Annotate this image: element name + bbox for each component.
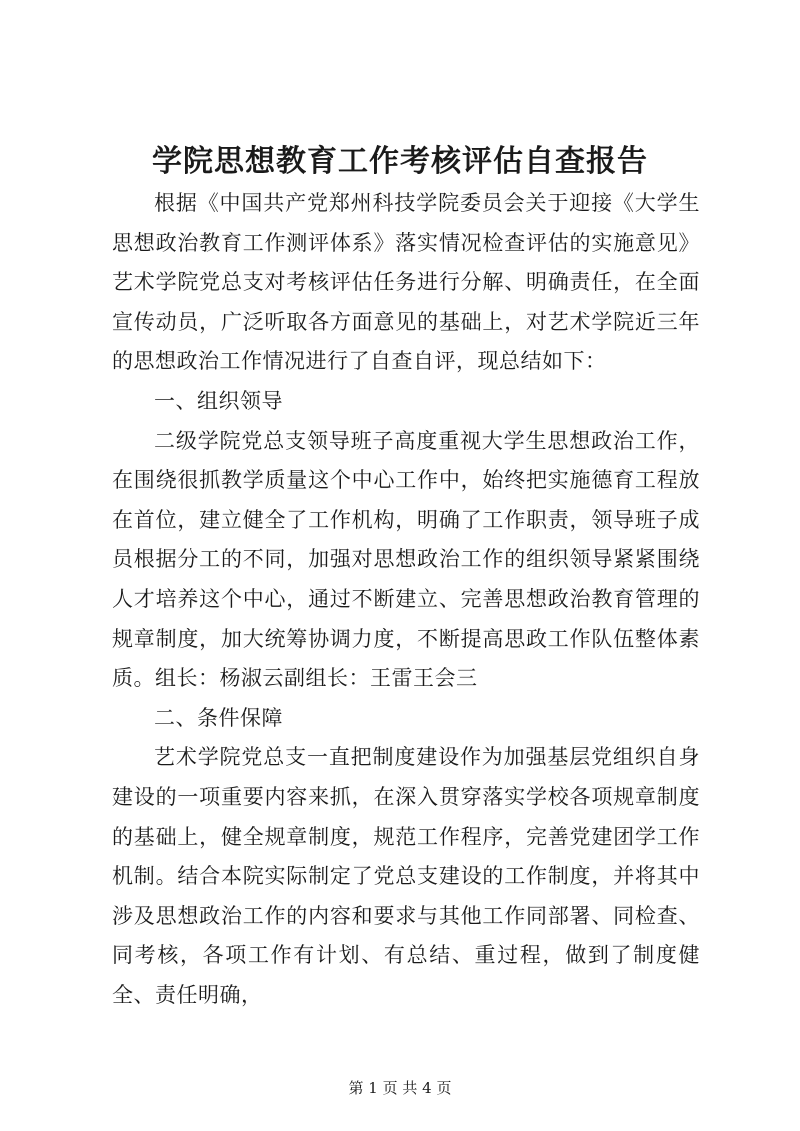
document-title: 学院思想教育工作考核评估自查报告 <box>152 144 648 179</box>
paragraph-organization: 二级学院党总支领导班子高度重视大学生思想政治工作，在围绕很抓教学质量这个中心工作中，始终把实施德育工程放在首位，建立健全了工作机构，明确了工作职责，领导班子成员根据分工的不同，加强对思想政治工作的组织领导紧紧围绕人才培养这个中心，通过不断建立、完善思想政治教育管理的规章制度，加大统筹协调力度，不断提高思政工作队伍整体素质。组长：杨淑云副组长：王雷王会三 <box>112 428 700 691</box>
section-heading-organization: 一、组织领导 <box>154 388 283 413</box>
document-body <box>112 184 700 1015</box>
page-number-footer: 第 1 页 共 4 页 <box>348 1079 452 1097</box>
section-heading-conditions: 二、条件保障 <box>154 705 283 730</box>
paragraph-intro: 根据《中国共产党郑州科技学院委员会关于迎接《大学生思想政治教育工作测评体系》落实情况检查评估的实施意见》艺术学院党总支对考核评估任务进行分解、明确责任，在全面宣传动员，广泛听取各方面意见的基础上，对艺术学院近三年的思想政治工作情况进行了自查自评，现总结如下： <box>112 191 700 374</box>
paragraph-conditions: 艺术学院党总支一直把制度建设作为加强基层党组织自身建设的一项重要内容来抓，在深入贯穿落实学校各项规章制度的基础上，健全规章制度，规范工作程序，完善党建团学工作机制。结合本院实际制定了党总支建设的工作制度，并将其中涉及思想政治工作的内容和要求与其他工作同部署、同检查、同考核，各项工作有计划、有总结、重过程，做到了制度健全、责任明确， <box>112 745 700 1007</box>
